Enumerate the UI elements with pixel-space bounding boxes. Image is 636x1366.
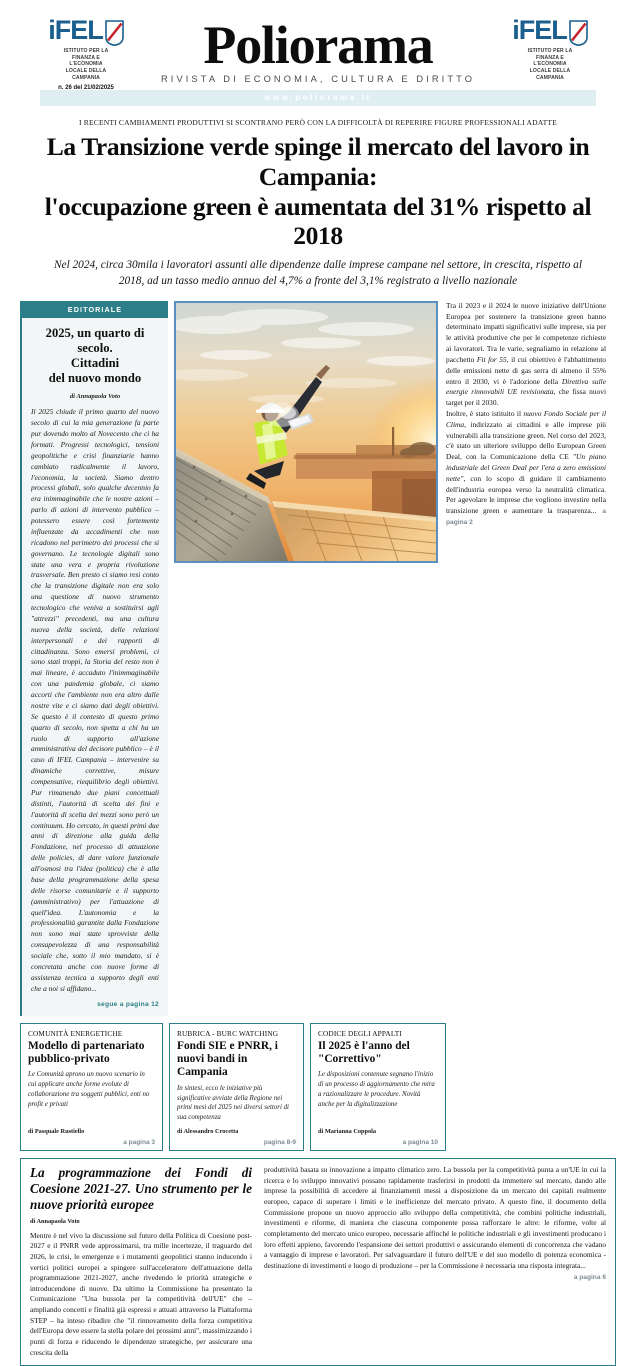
- lead-headline-line2: l'occupazione green è aumentata del 31% rispetto al 2018: [44, 191, 592, 251]
- teaser-subtitle: Le disposizioni contenute segnano l'inizio di un processo di aggiornamento che mira a razionalizzare le procedure. Novità anche per la digitalizzazione: [318, 1071, 435, 1108]
- lead-photo: [174, 301, 438, 563]
- teaser-comunita-energetiche[interactable]: [20, 1023, 163, 1152]
- editorial-box: [20, 301, 168, 1016]
- teaser-page-link[interactable]: a pagina 3: [123, 1139, 155, 1147]
- lead-headline: [0, 132, 636, 251]
- teaser-page-link[interactable]: a pagina 10: [402, 1139, 438, 1147]
- masthead-tagline: RIVISTA DI ECONOMIA, CULTURA E DIRITTO: [160, 74, 476, 85]
- logo-right-subtitle: ISTITUTO PER LA FINANZA E L'ECONOMIA LOCALE DELLA CAMPANIA: [527, 48, 573, 81]
- teaser-codice-appalti[interactable]: [310, 1023, 446, 1152]
- ifel-logo-mark-right: [504, 15, 596, 46]
- rc-emph-direttiva: Direttiva sulle energie rinnovabili UE revisionata: [446, 376, 606, 397]
- bottom-article-continue-link[interactable]: a pagina 6: [573, 1274, 606, 1282]
- rc-text-3: , che fissa nuovi target per il 2030.: [446, 387, 607, 408]
- teaser-author: di Alessandro Crocetta: [177, 1128, 239, 1136]
- page-title: Poliorama: [203, 15, 433, 75]
- teasers-wrapper: [0, 1016, 636, 1152]
- column-right: [444, 301, 606, 1016]
- website-banner[interactable]: www.poliorama.it: [40, 90, 596, 106]
- editorial-author: di Annapaola Voto: [69, 393, 121, 401]
- bottom-article-author: di Annapaola Voto: [30, 1217, 80, 1225]
- teaser-title: Fondi SIE e PNRR, i nuovi bandi in Campania: [177, 1039, 278, 1079]
- editorial-continue-link[interactable]: segue a pagina 12: [97, 1000, 159, 1008]
- teaser-kicker: RUBRICA - BURC WATCHING: [177, 1028, 279, 1038]
- ifel-wordmark: iFEL: [48, 15, 103, 45]
- rc-text-5: , indirizzato ai cittadini e alle imprese più vulnerabili alla transizione green. Nel corso del 2023, c'è stato un ulteriore sviluppo dello European Green Deal, con la Comunicazione della CE: [446, 419, 606, 462]
- editorial-title-line2: Cittadini: [70, 356, 120, 371]
- logo-left-subtitle: ISTITUTO PER LA FINANZA E L'ECONOMIA LOCALE DELLA CAMPANIA: [63, 48, 109, 81]
- teaser-burc-watching[interactable]: [169, 1023, 304, 1152]
- rc-text-1: Tra il 2023 e il 2024 le nuove iniziative dell'Unione Europea per sostenere la transizione green hanno determinato impatti significativi sulle imprese, sia per le attività produttive che per le competenze richieste ai lavoratori. Tra le varie, segnaliamo in relazione al pacchetto: [446, 300, 606, 364]
- masthead: [0, 0, 636, 91]
- teaser-subtitle: In sintesi, ecco le iniziative più significative avviate della Regione nei primi mesi del 2025 nei diversi settori di sua competenza: [177, 1084, 289, 1122]
- teaser-kicker: COMUNITÀ ENERGETICHE: [28, 1028, 123, 1038]
- teaser-author: di Pasquale Rustiello: [28, 1128, 85, 1136]
- logo-left[interactable]: [40, 15, 132, 91]
- lead-subhead: Nel 2024, circa 30mila i lavoratori assunti alle dipendenze dalle imprese campane nel settore, in crescita, rispetto al 2018, ad un tasso medio annuo del 4,7% a fronte del 3,1% registrato a livello nazionale: [54, 259, 582, 287]
- editorial-body: Il 2025 chiude il primo quarto del nuovo secolo di cui la mia generazione fa parte pur dovendo molto al Novecento che ci ha formati. Progressi tecnologici, tensioni geopolitiche e crisi finanziarie hanno cambiato radicalmente il lavoro, l'economia, la società. Siamo dentro processi globali, solo qualche decennio fa era inimmaginabile che le nostre azioni – parlo di azioni di intervento pubblico – potessero essere così fortemente influenzate da accadimenti che non ricadono nel perimetro dei processi che si governano. Le tecnologie digitali sono state una vera e propria rivoluzione trasversale. Ben presto ci siamo resi conto che la transizione digitale non era solo una questione di nuovo strumento tecnologico che veniva a sostituirsi agli "attrezzi" precedenti, ma una cultura nuova della società, delle relazioni interpersonali e dei rapporti di cittadinanza. Sono emersi problemi, ci sono stati troppi, la Storia del resto non è mai lineare, è accaduto l'inimmaginabile con una pandemia globale, ci siamo accorti che l'ambiente non era altro dalle nostre vite e ci siamo dati degli obiettivi. Se questo è il contesto di questo primo quarto di secolo, non spetta a chi ha un ruolo di supporto all'azione amministrativa del decisore pubblico – è il caso di IFEL Campania – intervenire su dinamiche correttive, misure compensative, riequilibrio degli obiettivi. Pur rimanendo due piani concettuali distinti, l'autorità di scelta dei fini e l'autorità di scelta dei mezzi sono però un continuum. Ho cercato, in questi primi due anni di direzione alla guida della Fondazione, nel processo di attuazione delle policies, di dare valore funzionale all'osmosi tra l'idea (politica) che è alla base della programmazione della spesa delle risorse comunitarie e il supporto (amministrativo) per l'attuazione di quell'idea. L'autonomia e la professionalità garantite dalla Fondazione non sono mai state sprovviste della consapevolezza di una responsabilità sociale che, sotto il mio mandato, si è concretata anche con nuove forme di assistenza tecnica a supporto degli enti che a noi si affidano...: [31, 407, 159, 993]
- title-block: [132, 15, 504, 85]
- teaser-author: di Marianna Coppola: [318, 1128, 377, 1136]
- editorial-title: [22, 318, 168, 386]
- bottom-article-body-right: produttività basata su innovazione a impatto climatico zero. La bussola per la competitività punta a un'UE in cui la ricerca e lo sviluppo innovativi possano rapidamente trasferirsi in prodotti da immettere sul mercato, dando alle imprese la possibilità di accedere ai finanziamenti messi a disposizione da un mercato dei capitali realmente europeo, capace di superare i limiti e le inefficienze del mercato privato. A questo fine, il documento della Commissione propone un nuovo approccio allo sviluppo della competitività, che combini politiche industriali, investimenti e riforme, di maniera che ciascuna componente possa rafforzare le altre: le riforme, volte al completamento del mercato unico europeo, necessarie affinché le politiche industriali e gli investimenti producano i loro effetti appieno, favorendo l'espansione dei settori produttivi e assicurando elementi di concorrenza che vadano a vantaggio di imprese e lavoratori. Per salvaguardare il futuro dell'UE e del suo modello di potenza economica - destinazione di investimenti e luogo di produzione – per la Commissione è necessaria una risposta integrata...: [264, 1165, 606, 1270]
- teaser-kicker: CODICE DEGLI APPALTI: [318, 1028, 402, 1038]
- bottom-article-left: [30, 1165, 252, 1358]
- shield-icon-right: [569, 20, 588, 46]
- bottom-article[interactable]: [20, 1158, 616, 1366]
- rc-emph-piano-industriale: "Un piano industriale del Green Deal per l'era a zero emissioni nette": [446, 452, 606, 483]
- shield-icon: [105, 20, 124, 46]
- rc-emph-fit-for-55: Fit for 55: [476, 354, 507, 364]
- issue-number: n. 26 del 21/02/2025: [58, 84, 114, 91]
- column-middle: [174, 301, 438, 1016]
- lead-photo-illustration: [176, 303, 436, 561]
- rc-emph-fondo-sociale: nuovo Fondo Sociale per il Clima: [446, 408, 607, 429]
- column-left: [20, 301, 168, 1016]
- editorial-title-line1: 2025, un quarto di secolo.: [45, 325, 145, 355]
- teaser-page-link[interactable]: pagina 8-9: [263, 1139, 296, 1147]
- bottom-article-title: La programmazione dei Fondi di Coesione 2021-27. Uno strumento per le nuove priorità europee: [30, 1165, 252, 1212]
- lead-headline-line1: La Transizione verde spinge il mercato del lavoro in Campania:: [46, 132, 590, 191]
- logo-right[interactable]: [504, 15, 596, 82]
- ifel-wordmark-right: iFEL: [512, 15, 567, 45]
- main-content: [0, 289, 636, 1016]
- teasers-row: [20, 1016, 616, 1152]
- editorial-title-line3: del nuovo mondo: [48, 371, 142, 386]
- right-column-body: [444, 301, 606, 528]
- rc-text-6: , con lo scopo di guidare il cambiamento dell'industria europea verso la neutralità climatica. Per agevolare le imprese che vogliono investire nella transizione green e aumentare la trasparenza...: [446, 473, 606, 516]
- ifel-logo-mark: [40, 15, 132, 46]
- editorial-label: EDITORIALE: [22, 301, 168, 318]
- bottom-article-body-left: Mentre è nel vivo la discussione sul futuro della Politica di Coesione post-2027 e il PNRR vede approssimarsi, tra mille incertezze, il traguardo del 2026, le crisi, le emergenze e i mutamenti geopolitici stanno inducendo i vertici politici europei a spingere sull'acceleratore dell'attuazione della programmazione 2021-2027, anche rivedendo le priorità strategiche e introducendone di nuove. Da ultimo la Commissione ha presentato la Comunicazione "Una bussola per la competitività dell'UE" che – ampliando concetti e finalità già espressi e attuati attraverso la Piattaforma STEP – ha inteso ribadire che "il rinnovamento della forza competitiva dell'Europa deve essere la stella polare dei prossimi anni", massimizzando i punti di forza e riducendo le dipendenze strategiche, per assicurare una crescita della: [30, 1230, 252, 1357]
- bottom-article-right: [264, 1165, 606, 1358]
- teaser-subtitle: Le Comunità aprono un nuovo scenario in cui applicare anche forme evolute di collaborazione tra soggetti pubblici, enti no profit e privati: [28, 1071, 150, 1108]
- right-column-continue-link[interactable]: a pagina 2: [446, 508, 606, 527]
- teaser-title: Modello di partenariato pubblico-privato: [28, 1039, 145, 1065]
- rc-text-2: , il cui obiettivo è l'abbattimento delle emissioni nette di gas serra di almeno il 55% entro il 2030, vi è l'adozione della: [446, 354, 606, 386]
- lead-kicker: I RECENTI CAMBIAMENTI PRODUTTIVI SI SCONTRANO PERÒ CON LA DIFFICOLTÀ DI REPERIRE FIGURE PROFESSIONALI ADATTE: [79, 118, 557, 127]
- rc-text-4: Inoltre, è stato istituito il: [446, 408, 524, 418]
- teaser-title: Il 2025 è l'anno del "Correttivo": [318, 1039, 410, 1065]
